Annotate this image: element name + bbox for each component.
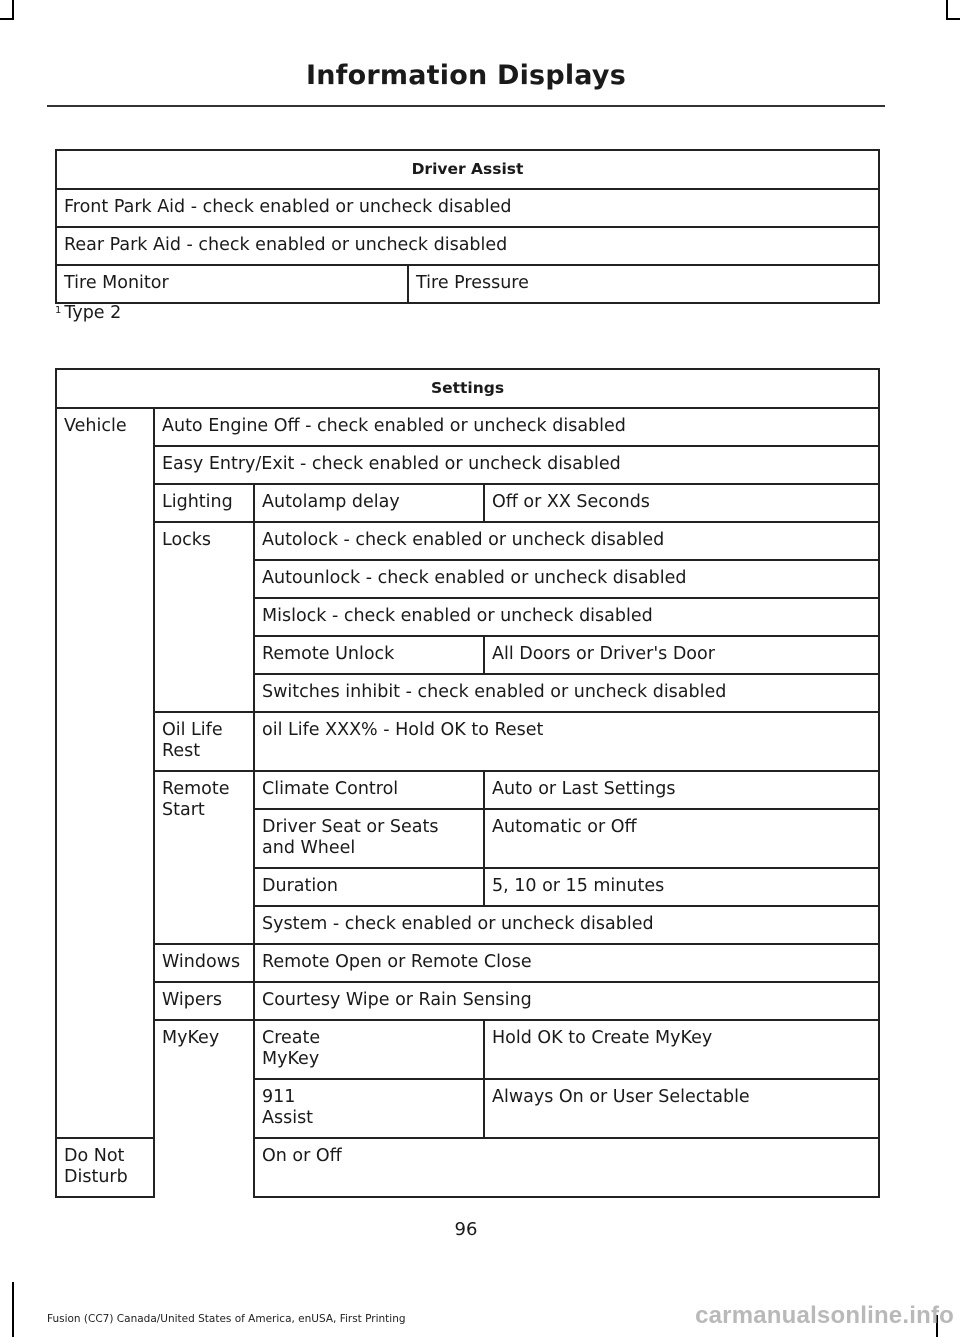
climate-control-cell: Climate Control: [254, 771, 484, 809]
table-row: [56, 982, 879, 1020]
easy-entry-row: Easy Entry/Exit - check enabled or uncheck disabled: [154, 446, 879, 484]
driver-assist-heading: Driver Assist: [56, 150, 879, 189]
crop-mark: [946, 0, 948, 20]
crop-mark: [12, 0, 14, 20]
rear-park-aid-row: Rear Park Aid - check enabled or uncheck disabled: [56, 227, 879, 265]
auto-engine-off-row: Auto Engine Off - check enabled or uncheck disabled: [154, 408, 879, 446]
remote-unlock-cell: Remote Unlock: [254, 636, 484, 674]
create-mykey-cell: Create MyKey: [254, 1020, 484, 1079]
assist-911-cell: 911 Assist: [254, 1079, 484, 1138]
table-row: [56, 1020, 879, 1079]
remote-unlock-value-cell: All Doors or Driver's Door: [484, 636, 879, 674]
crop-mark: [948, 18, 960, 20]
table-row: [56, 944, 879, 982]
autolamp-value-cell: Off or XX Seconds: [484, 484, 879, 522]
oil-life-value-cell: oil Life XXX% - Hold OK to Reset: [254, 712, 879, 771]
settings-heading: Settings: [56, 369, 879, 408]
duration-cell: Duration: [254, 868, 484, 906]
edition-footer: Fusion (CC7) Canada/United States of America, enUSA, First Printing: [47, 1313, 406, 1325]
table-row: [56, 408, 879, 446]
oil-life-category: Oil Life Rest: [154, 712, 254, 771]
duration-value-cell: 5, 10 or 15 minutes: [484, 868, 879, 906]
wipers-category: Wipers: [154, 982, 254, 1020]
windows-value-cell: Remote Open or Remote Close: [254, 944, 879, 982]
tire-monitor-cell: Tire Monitor: [56, 265, 408, 303]
mislock-row: Mislock - check enabled or uncheck disabled: [254, 598, 879, 636]
settings-table: [55, 368, 880, 1198]
create-mykey-value-cell: Hold OK to Create MyKey: [484, 1020, 879, 1079]
climate-value-cell: Auto or Last Settings: [484, 771, 879, 809]
tire-pressure-cell: Tire Pressure: [408, 265, 879, 303]
system-row: System - check enabled or uncheck disabled: [254, 906, 879, 944]
autolamp-delay-cell: Autolamp delay: [254, 484, 484, 522]
wipers-value-cell: Courtesy Wipe or Rain Sensing: [254, 982, 879, 1020]
driver-seat-cell: Driver Seat or Seats and Wheel: [254, 809, 484, 868]
assist-911-value-cell: Always On or User Selectable: [484, 1079, 879, 1138]
windows-category: Windows: [154, 944, 254, 982]
remote-start-category: Remote Start: [154, 771, 254, 944]
crop-mark: [0, 18, 12, 20]
watermark: carmanualsonline.info: [695, 1302, 954, 1329]
table-row: [56, 712, 879, 771]
lighting-category: Lighting: [154, 484, 254, 522]
switches-inhibit-row: Switches inhibit - check enabled or uncheck disabled: [254, 674, 879, 712]
table-row: [56, 771, 879, 809]
footnote: [55, 303, 121, 323]
table-row: [56, 446, 879, 484]
locks-category: Locks: [154, 522, 254, 712]
table-row: [56, 189, 879, 227]
crop-mark: [12, 1282, 14, 1337]
do-not-disturb-cell: Do Not Disturb: [56, 1138, 154, 1197]
table-row: [56, 227, 879, 265]
mykey-category: MyKey: [154, 1020, 254, 1197]
page-number: 96: [454, 1219, 478, 1240]
table-row: [56, 369, 879, 408]
title-divider: [47, 105, 885, 107]
page-title: Information Displays: [306, 60, 626, 91]
autolock-row: Autolock - check enabled or uncheck disabled: [254, 522, 879, 560]
footnote-text: Type 2: [64, 303, 122, 323]
front-park-aid-row: Front Park Aid - check enabled or uncheck disabled: [56, 189, 879, 227]
do-not-disturb-value-cell: On or Off: [254, 1138, 879, 1197]
footnote-marker: 1: [55, 305, 62, 316]
table-row: [56, 484, 879, 522]
table-row: [56, 265, 879, 303]
driver-seat-value-cell: Automatic or Off: [484, 809, 879, 868]
table-row: [56, 150, 879, 189]
vehicle-category: Vehicle: [56, 408, 154, 1138]
table-row: [56, 522, 879, 560]
autounlock-row: Autounlock - check enabled or uncheck disabled: [254, 560, 879, 598]
driver-assist-table: [55, 149, 880, 304]
